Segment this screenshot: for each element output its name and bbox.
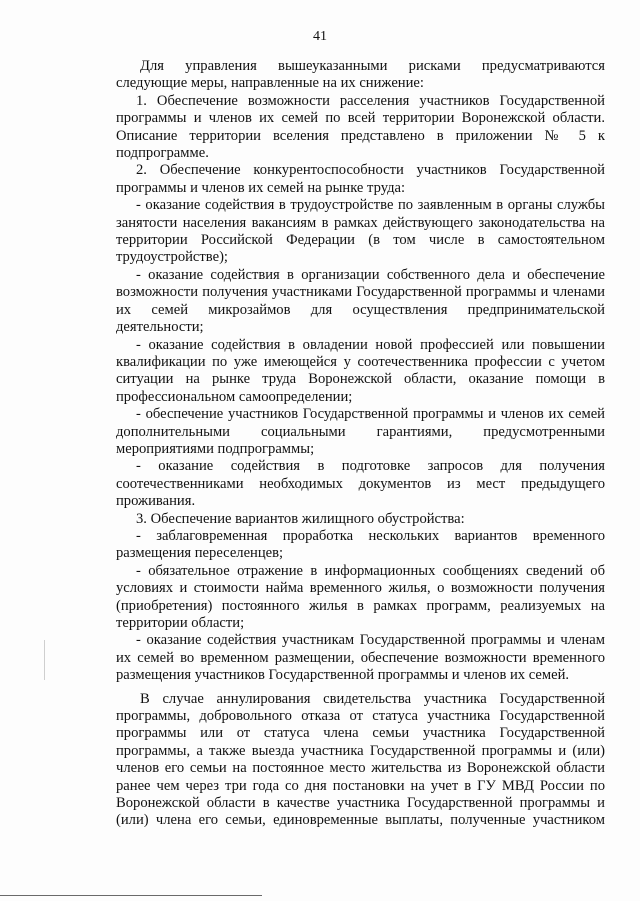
measure-2-bullet-business: - оказание содействия в организации собственного дела и обеспечение возможности получения участниками Государственной программы и членами их семей микрозаймов для осуществления предпринимательской деятельности; bbox=[116, 266, 605, 336]
measure-3-paragraph: 3. Обеспечение вариантов жилищного обустройства: bbox=[136, 510, 465, 527]
measure-2-bullet-documents: - оказание содействия в подготовке запросов для получения соотечественниками необходимых документов из мест предыдущего проживания. bbox=[116, 458, 605, 510]
measure-1-paragraph: 1. Обеспечение возможности расселения участников Государственной программы и членов их семей по всей территории Воронежской области. Описание территории вселения представлено в приложении № 5 к подпрограмме. bbox=[116, 92, 605, 162]
footer-rule bbox=[0, 895, 262, 896]
measure-2-bullet-employment: - оказание содействия в трудоустройстве по заявленным в органы службы занятости населения вакансиям в рамках действующего законодательства на территории Российской Федерации (в том числе в самостоятельном трудоустройстве); bbox=[116, 197, 605, 266]
measure-3-bullet-information: - обязательное отражение в информационных сообщениях сведений об условиях и стоимости найма временного жилья, о возможности получения (приобретения) постоянного жилья в рамках программ, реализуемых на территории области; bbox=[116, 562, 605, 631]
annulment-paragraph: В случае аннулирования свидетельства участника Государственной программы, добровольного отказа от статуса участника Государственной программы или от статуса члена семьи участника Государственной программы, а также выезда участника Государственной программы и (или) членов его семьи на постоянное место жительства из Воронежской области ранее чем через три года со дня постановки на учет в ГУ МВД России по Воронежской области в качестве участника Государственной программы и (или) члена его семьи, единовременные выплаты, полученные участником bbox=[116, 690, 605, 829]
measure-3-bullet-accommodation: - оказание содействия участникам Государственной программы и членам их семей во временном размещении, обеспечение возможности временного размещения участников Государственной программы и членов их семей. bbox=[116, 632, 605, 684]
page-number: 41 bbox=[313, 29, 327, 44]
measure-3-bullet-planning: - заблаговременная проработка нескольких вариантов временного размещения переселенцев; bbox=[116, 527, 605, 562]
intro-paragraph: Для управления вышеуказанными рисками предусматриваются следующие меры, направленные на их снижение: bbox=[116, 58, 605, 92]
scan-artifact-mark bbox=[44, 640, 45, 680]
document-body bbox=[116, 58, 605, 830]
measure-2-bullet-profession: - оказание содействия в овладении новой профессией или повышении квалификации по уже имеющейся у соотечественника профессии с учетом ситуации на рынке труда Воронежской области, оказание помощи в профессиональном самоопределении; bbox=[116, 336, 605, 405]
measure-2-bullet-guarantees: - обеспечение участников Государственной программы и членов их семей дополнительными социальными гарантиями, предусмотренными мероприятиями подпрограммы; bbox=[116, 406, 605, 457]
measure-2-paragraph: 2. Обеспечение конкурентоспособности участников Государственной программы и членов их семей на рынке труда: bbox=[116, 162, 605, 196]
